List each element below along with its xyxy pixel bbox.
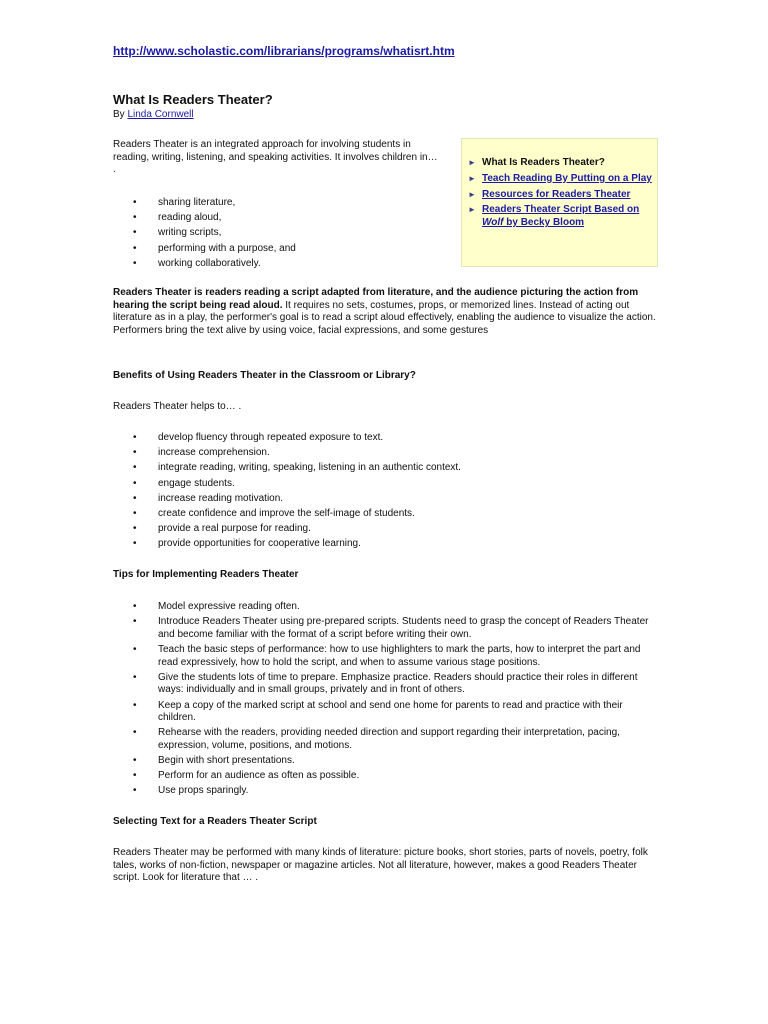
benefits-heading: Benefits of Using Readers Theater in the Classroom or Library? [113,370,416,381]
list-item: • increase comprehension. [113,447,658,460]
tips-heading: Tips for Implementing Readers Theater [113,569,299,580]
list-item: • Keep a copy of the marked script at school and send one home for parents to read and practice with their children. [113,700,658,725]
list-item: • reading aloud, [113,212,443,225]
list-item: • engage students. [113,478,658,491]
sidebar-link-teach-reading[interactable]: Teach Reading By Putting on a Play [482,172,652,184]
benefits-list [113,432,658,554]
triangle-right-icon: ► [468,158,476,167]
list-item: • integrate reading, writing, speaking, listening in an authentic context. [113,462,658,475]
page-title: What Is Readers Theater? [113,92,273,107]
related-links-list [468,157,656,233]
sidebar-item-resources [468,189,656,202]
related-links-box [461,138,658,267]
selecting-heading: Selecting Text for a Readers Theater Script [113,816,317,827]
byline-prefix: By [113,109,128,120]
list-item: • Model expressive reading often. [113,601,658,614]
author-link[interactable]: Linda Cornwell [127,109,194,120]
list-item: • provide opportunities for cooperative learning. [113,538,658,551]
list-item: • Begin with short presentations. [113,755,658,768]
definition-rest-text: It requires no sets, costumes, props, or memorized lines. Instead of acting out literature as in a play, the performer's goal is to read a script aloud effectively, enabling the audience to visualize the action. Performers bring the text alive by using voice, facial expressions, and some gestures [113,299,656,336]
list-item: • Rehearse with the readers, providing needed direction and support regarding their interpretation, pacing, expression, volume, positions, and motions. [113,727,658,752]
intro-list [113,197,443,273]
definition-bold-text: Readers Theater is readers reading a script adapted from literature, and the audience picturing the action from hearing the script being read aloud. [113,287,639,311]
list-item: • Perform for an audience as often as possible. [113,770,658,783]
tips-list [113,601,658,801]
list-item: • working collaboratively. [113,258,443,271]
link-text-post: by Becky Bloom [503,217,585,229]
link-text-pre: Readers Theater Script Based on [482,204,640,216]
definition-paragraph [113,287,658,337]
list-item: • Teach the basic steps of performance: how to use highlighters to mark the parts, how to interpret the part and read expressively, how to hold the script, and when to assume various stage positions. [113,644,658,669]
sidebar-link-resources[interactable]: Resources for Readers Theater [482,188,631,200]
list-item: • writing scripts, [113,227,443,240]
selecting-paragraph: Readers Theater may be performed with many kinds of literature: picture books, short stories, parts of novels, poetry, folk tales, works of non-fiction, newspaper or magazine articles. Not all literature, however, makes a good Readers Theater script. Look for literature that … . [113,847,648,884]
sidebar-item-current [468,157,656,170]
source-url-link[interactable]: http://www.scholastic.com/librarians/programs/whatisrt.htm [113,44,455,58]
list-item: • increase reading motivation. [113,493,658,506]
sidebar-item-label: What Is Readers Theater? [482,157,605,168]
sidebar-item-wolf-script [468,204,656,230]
byline [113,109,194,120]
triangle-right-icon: ► [468,189,476,199]
triangle-right-icon: ► [468,205,476,215]
list-item: • Use props sparingly. [113,785,658,798]
list-item: • performing with a purpose, and [113,243,443,256]
list-item: • provide a real purpose for reading. [113,523,658,536]
list-item: • Give the students lots of time to prepare. Emphasize practice. Readers should practice their roles in different ways: individually and in small groups, privately and in front of others. [113,672,658,697]
benefits-lead: Readers Theater helps to… . [113,401,242,412]
sidebar-item-teach-reading [468,173,656,186]
sidebar-link-wolf-script[interactable] [482,204,639,228]
link-text-title: Wolf [482,217,504,229]
intro-paragraph: Readers Theater is an integrated approach for involving students in reading, writing, listening, and speaking activities. It involves children in… . [113,139,438,176]
triangle-right-icon: ► [468,173,476,183]
list-item: • Introduce Readers Theater using pre-prepared scripts. Students need to grasp the concept of Readers Theater and become familiar with the format of a script before writing their own. [113,616,658,641]
list-item: • develop fluency through repeated exposure to text. [113,432,658,445]
list-item: • sharing literature, [113,197,443,210]
list-item: • create confidence and improve the self-image of students. [113,508,658,521]
